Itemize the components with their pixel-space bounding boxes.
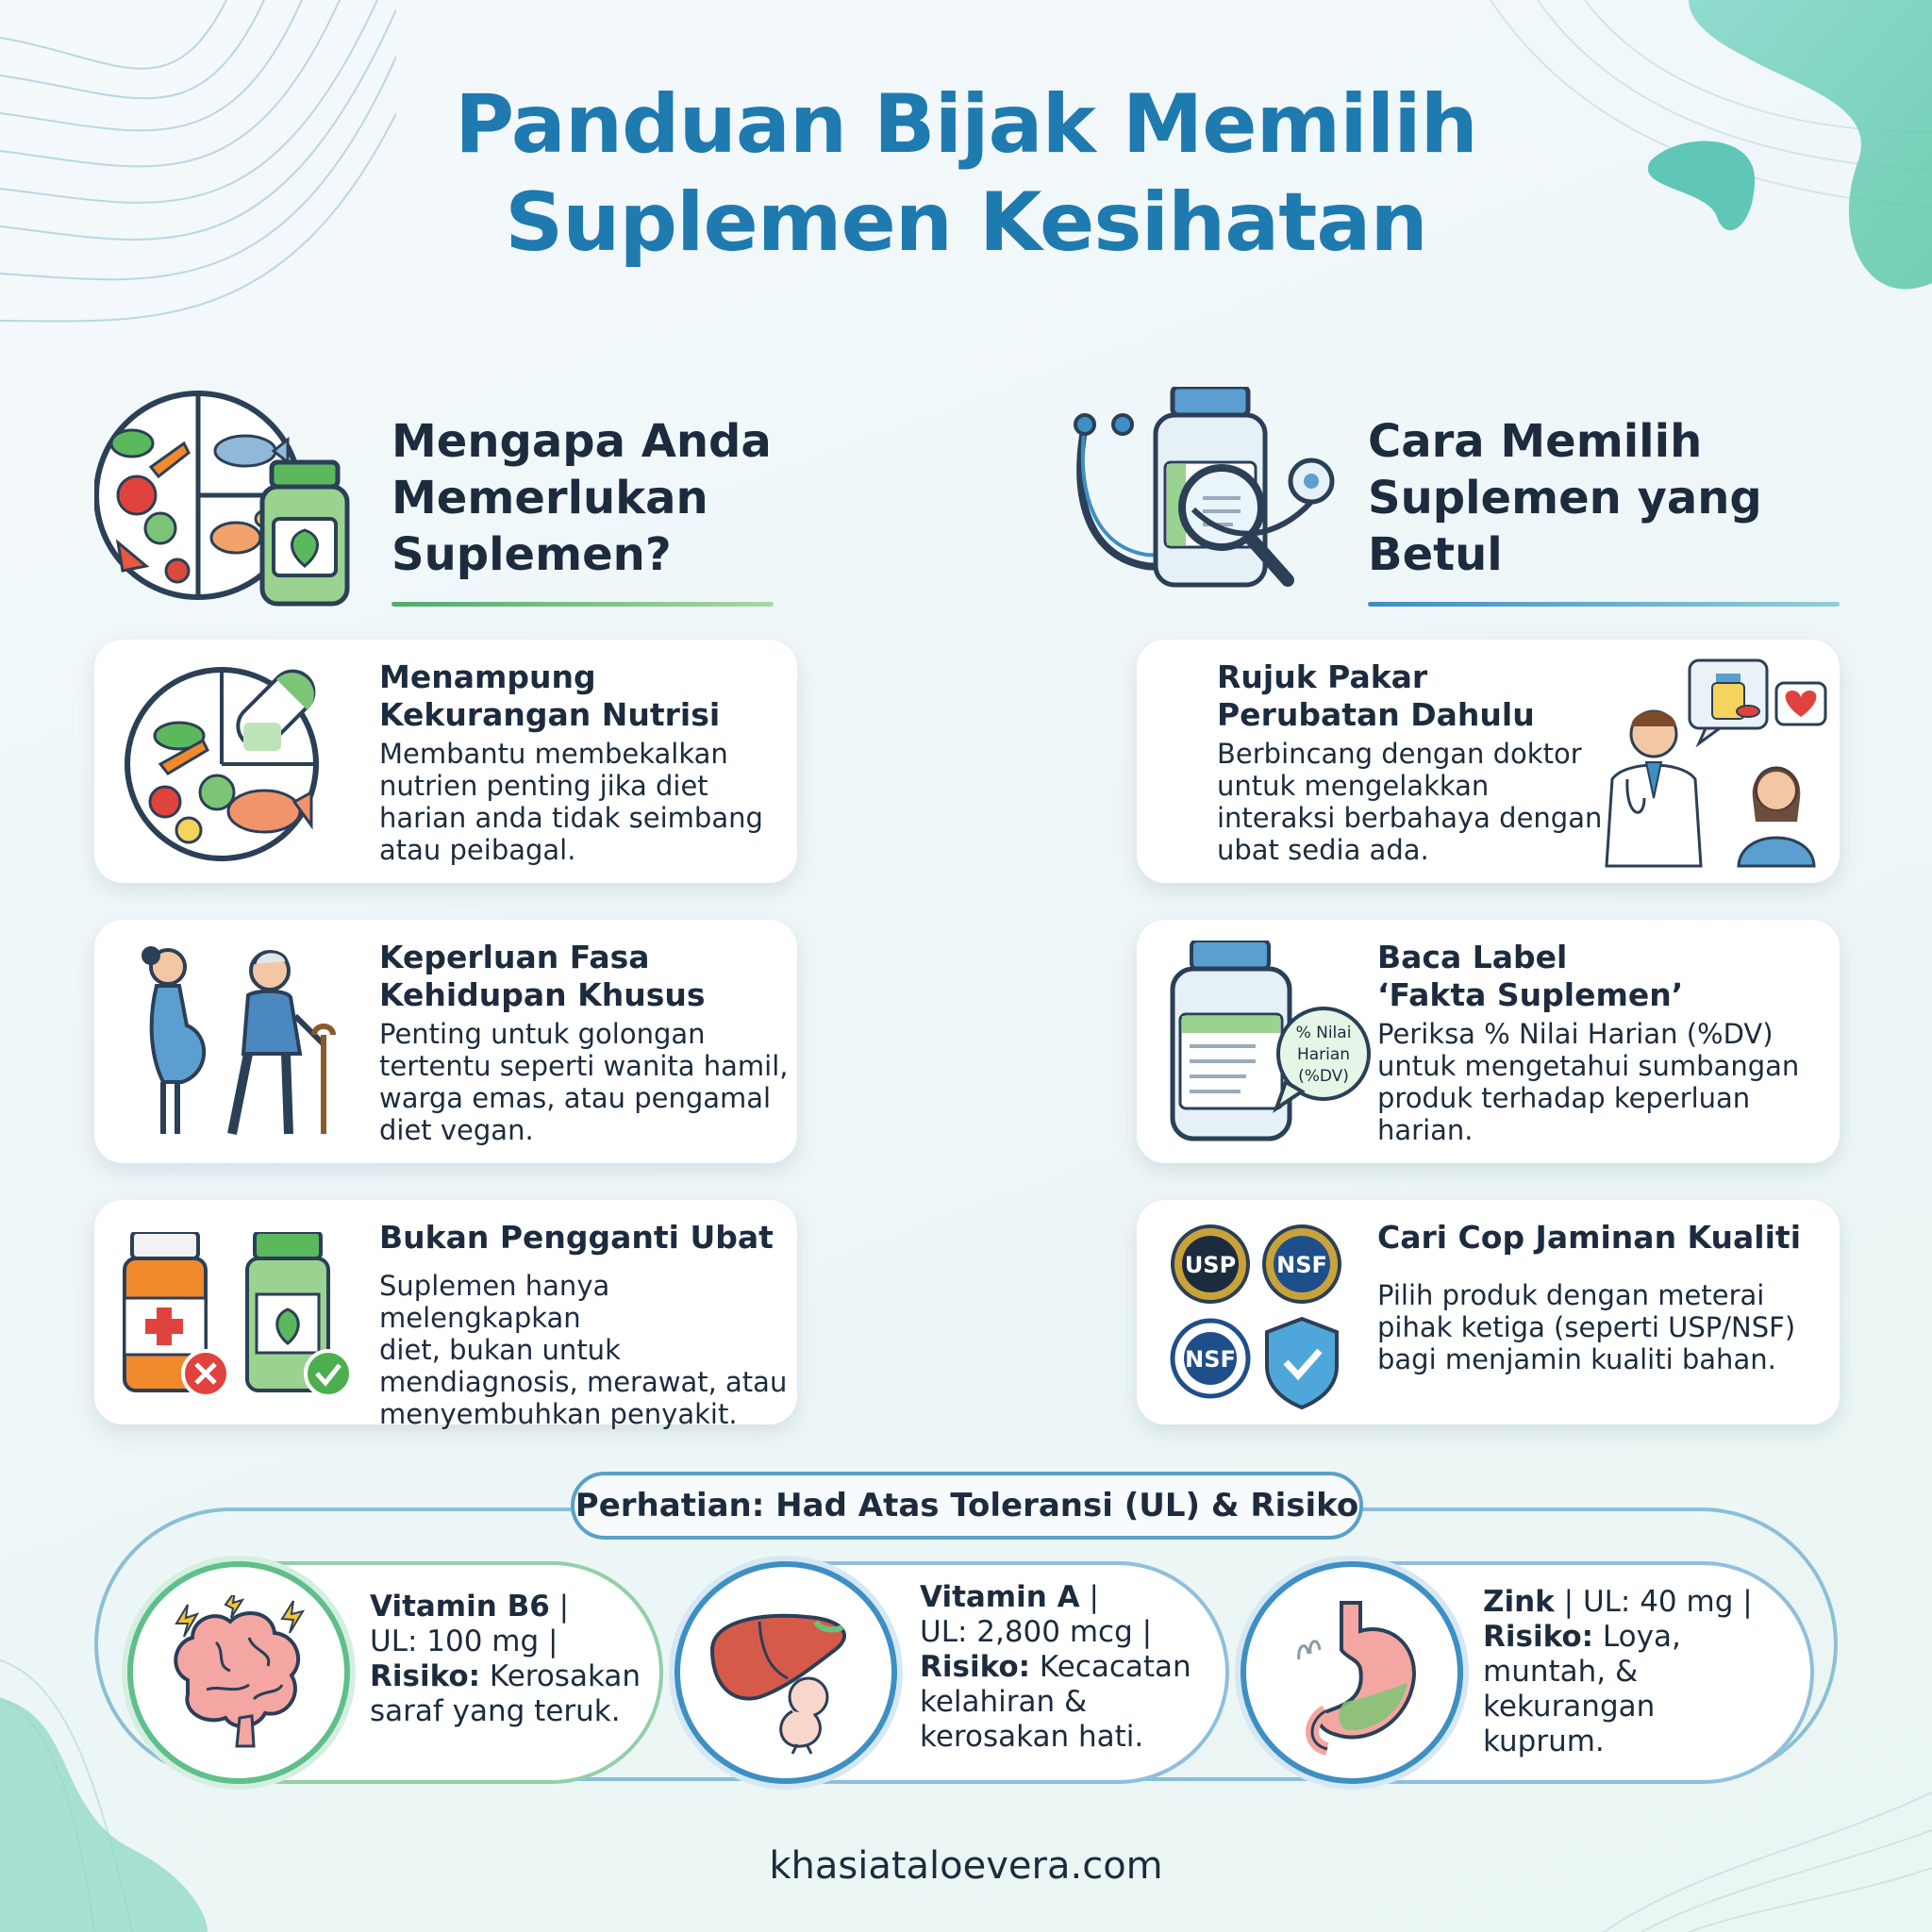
certification-seals-icon	[1165, 1215, 1382, 1413]
risk-circle	[127, 1561, 350, 1784]
card-title: Bukan Pengganti Ubat	[379, 1219, 774, 1256]
brain-icon	[159, 1595, 318, 1756]
page-title-line-2: Suplemen Kesihatan	[505, 175, 1427, 270]
card-text: Suplemen hanya melengkapkan diet, bukan untuk mendiagnosis, merawat, atau menyembuhkan penyakit.	[379, 1270, 788, 1430]
card-text: Berbincang dengan doktor untuk mengelakkan interaksi berbahaya dengan ubat sedia ada.	[1217, 738, 1603, 866]
svg-text:NSF: NSF	[1276, 1252, 1327, 1278]
risk-circle	[1241, 1561, 1463, 1784]
plate-and-supplement-jar-icon	[94, 387, 368, 613]
left-card-not-medicine	[94, 1200, 797, 1430]
plate-with-capsule-icon	[123, 660, 330, 863]
card-title: Keperluan Fasa Kehidupan Khusus	[379, 939, 706, 1013]
left-card-life-stage	[94, 920, 797, 1163]
card-title: Rujuk Pakar Perubatan Dahulu	[1217, 658, 1535, 733]
stomach-icon	[1271, 1593, 1437, 1756]
card-text: Pilih produk dengan meterai pihak ketiga (seperti USP/NSF) bagi menjamin kualiti bahan.	[1377, 1279, 1796, 1375]
svg-text:USP: USP	[1184, 1252, 1237, 1278]
liver-and-fetus-icon	[703, 1593, 869, 1756]
warning-heading: Perhatian: Had Atas Toleransi (UL) & Risiko	[571, 1472, 1363, 1540]
card-text: Periksa % Nilai Harian (%DV) untuk mengetahui sumbangan produk terhadap keperluan harian.	[1377, 1018, 1800, 1146]
right-card-read-label	[1137, 920, 1840, 1163]
right-section-heading: Cara Memilih Suplemen yang Betul	[1368, 415, 1762, 581]
risk-text-vitamin-b6: Vitamin B6 | UL: 100 mg | Risiko: Kerosakan saraf yang teruk.	[370, 1590, 641, 1728]
card-title: Baca Label ‘Fakta Suplemen’	[1377, 939, 1684, 1013]
stethoscope-bottle-magnifier-icon	[1061, 387, 1335, 613]
footer-website: khasiataloevera.com	[769, 1844, 1163, 1888]
risk-circle	[675, 1561, 897, 1784]
svg-text:NSF: NSF	[1185, 1346, 1236, 1373]
card-text: Membantu membekalkan nutrien penting jika diet harian anda tidak seimbang atau peibagal.	[379, 738, 763, 866]
svg-text:(%DV): (%DV)	[1298, 1067, 1349, 1086]
doctor-and-patient-icon	[1588, 657, 1833, 874]
right-section-underline	[1368, 602, 1840, 607]
risk-text-vitamin-a: Vitamin A | UL: 2,800 mcg | Risiko: Kecacatan kelahiran & kerosakan hati.	[920, 1580, 1191, 1754]
card-title: Menampung Kekurangan Nutrisi	[379, 658, 721, 733]
right-card-consult-expert	[1137, 640, 1840, 883]
card-text: Penting untuk golongan tertentu seperti wanita hamil, warga emas, atau pengamal diet vegan.	[379, 1018, 789, 1146]
svg-text:Harian: Harian	[1296, 1045, 1351, 1064]
left-section-heading: Mengapa Anda Memerlukan Suplemen?	[391, 415, 772, 581]
right-card-quality-seal	[1137, 1200, 1840, 1424]
left-section-underline	[391, 602, 774, 607]
left-card-nutrition	[94, 640, 797, 883]
risk-text-zink: Zink | UL: 40 mg | Risiko: Loya, muntah, & kekurangan kuprum.	[1483, 1585, 1753, 1758]
page-title	[0, 75, 1932, 272]
pregnant-woman-and-elderly-icon	[121, 941, 347, 1148]
page-title-line-1: Panduan Bijak Memilih	[455, 77, 1477, 172]
label-bottle-icon	[1165, 941, 1382, 1148]
medicine-vs-supplement-icon	[123, 1232, 358, 1411]
card-title: Cari Cop Jaminan Kualiti	[1377, 1219, 1802, 1256]
svg-text:% Nilai: % Nilai	[1295, 1024, 1352, 1042]
